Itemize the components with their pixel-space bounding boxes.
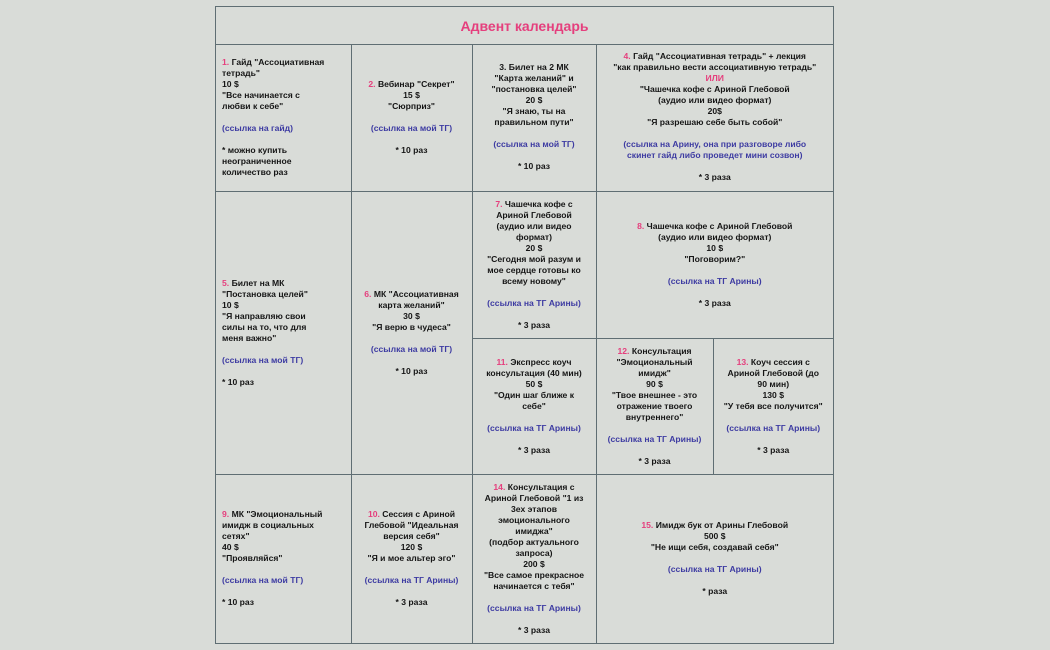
line-text: Консультация — [631, 345, 692, 356]
line-text: 50 $ — [525, 378, 543, 389]
spacer — [603, 553, 828, 564]
spacer — [479, 287, 590, 298]
line-text: Билет на МК — [231, 277, 285, 288]
availability-note: количество раз — [222, 166, 288, 177]
item-number: 13. — [736, 356, 749, 367]
item-text-line — [720, 390, 828, 401]
cell-7 — [472, 191, 596, 338]
line-text: 10 $ — [222, 78, 239, 89]
cell-4 — [596, 44, 833, 191]
item-text-line — [603, 106, 828, 117]
item-text-line — [479, 254, 590, 265]
line-text: 20 $ — [525, 242, 543, 253]
item-text-line — [479, 84, 590, 95]
line-text: 3ех этапов — [511, 503, 557, 514]
contact-link[interactable]: (ссылка на ТГ Арины) — [487, 422, 581, 433]
line-text: Экспресс коуч — [510, 356, 572, 367]
line-text: (подбор актуального — [489, 536, 579, 547]
contact-link[interactable]: (ссылка на мой ТГ) — [370, 343, 453, 354]
item-text-line — [222, 531, 345, 542]
item-text-line — [358, 322, 466, 333]
or-separator — [603, 73, 828, 84]
item-text-line — [603, 346, 707, 357]
item-text-line — [479, 276, 590, 287]
line-text: "Я разрешаю себе быть собой" — [647, 117, 783, 128]
item-text-line — [222, 57, 345, 68]
item-text-line — [479, 548, 590, 559]
contact-link[interactable]: (ссылка на мой ТГ) — [370, 122, 453, 133]
line-text: (аудио или видео — [496, 220, 572, 231]
item-text-line — [358, 311, 466, 322]
line-text: "как правильно вести ассоциативную тетрадь" — [613, 62, 817, 73]
line-text: Коуч сессия с — [750, 356, 810, 367]
spacer — [358, 564, 466, 575]
calendar-title: Адвент календарь — [216, 7, 833, 45]
cell-5 — [216, 191, 351, 474]
item-text-line — [479, 537, 590, 548]
item-text-line — [358, 79, 466, 90]
line-text: сетях" — [222, 531, 250, 542]
spacer — [603, 265, 828, 276]
item-text-line — [479, 232, 590, 243]
line-text: Ариной Глебовой "1 из — [484, 492, 584, 503]
line-text: версия себя" — [383, 531, 440, 542]
line-text: консультация (40 мин) — [486, 367, 582, 378]
line-text: 10 $ — [706, 242, 724, 253]
item-text-line — [479, 559, 590, 570]
item-text-line — [720, 401, 828, 412]
availability-note: * 10 раз — [395, 365, 428, 376]
line-text: всему новому" — [502, 275, 566, 286]
cell-15 — [596, 474, 833, 643]
item-text-line — [479, 221, 590, 232]
line-text: 3. Билет на 2 МК — [499, 62, 569, 73]
spacer — [603, 423, 707, 434]
line-text: внутреннего" — [625, 411, 684, 422]
item-text-line — [479, 493, 590, 504]
cell-11 — [472, 338, 596, 474]
cell-2 — [351, 44, 472, 191]
line-text: Вебинар "Секрет" — [377, 78, 455, 89]
line-text: начинается с тебя" — [493, 580, 575, 591]
line-text: себе" — [522, 400, 546, 411]
item-text-line — [479, 210, 590, 221]
item-text-line — [222, 300, 345, 311]
contact-link[interactable]: (ссылка на ТГ Арины) — [364, 575, 459, 586]
spacer — [358, 112, 466, 123]
item-text-line — [479, 504, 590, 515]
line-text: 120 $ — [400, 542, 423, 553]
line-text: Ариной Глебовой (до — [727, 367, 820, 378]
cell-9 — [216, 474, 351, 643]
line-text: (аудио или видео формат) — [658, 231, 772, 242]
item-number: 4. — [623, 51, 631, 62]
item-text-line — [603, 84, 828, 95]
item-number: 9. — [222, 509, 230, 520]
item-text-line — [222, 79, 345, 90]
item-text-line — [222, 542, 345, 553]
availability-note: * 10 раз — [395, 144, 428, 155]
spacer — [479, 614, 590, 625]
spacer — [479, 592, 590, 603]
item-text-line — [358, 289, 466, 300]
line-text: "постановка целей" — [491, 84, 577, 95]
item-number: 11. — [496, 356, 508, 367]
item-text-line — [358, 542, 466, 553]
line-text: Ариной Глебовой — [496, 209, 572, 220]
line-text: Гайд "Ассоциативная — [231, 56, 325, 67]
or-label: ИЛИ — [705, 73, 724, 84]
line-text: 200 $ — [523, 558, 545, 569]
item-number: 15. — [641, 520, 654, 531]
cell-3 — [472, 44, 596, 191]
item-text-line — [222, 333, 345, 344]
line-text: формат) — [516, 231, 552, 242]
spacer — [222, 564, 345, 575]
line-text: 15 $ — [403, 89, 420, 100]
contact-link[interactable]: (ссылка на мой ТГ) — [222, 354, 304, 365]
spacer — [603, 445, 707, 456]
item-text-line — [479, 482, 590, 493]
item-text-line — [603, 62, 828, 73]
item-text-line — [222, 509, 345, 520]
line-text: "У тебя все получится" — [723, 400, 823, 411]
item-text-line — [479, 526, 590, 537]
item-text-line — [603, 368, 707, 379]
line-text: мое сердце готовы ко — [487, 264, 581, 275]
line-text: Имидж бук от Арины Глебовой — [655, 520, 789, 531]
item-text-line — [603, 379, 707, 390]
line-text: 500 $ — [703, 531, 726, 542]
item-text-line — [479, 390, 590, 401]
cell-1 — [216, 44, 351, 191]
spacer — [358, 355, 466, 366]
link-line[interactable]: (ссылка на Арину, она при разговоре либо — [623, 139, 807, 150]
availability-note: * 3 раза — [518, 444, 550, 455]
availability-note: * 3 раза — [757, 444, 790, 455]
line-text: 20 $ — [525, 95, 543, 106]
line-text: карта желаний" — [378, 299, 445, 310]
availability-note: * 3 раза — [518, 624, 550, 635]
item-text-line — [222, 90, 345, 101]
availability-note: * 3 раза — [518, 319, 550, 330]
line-text: "Я верю в чудеса" — [372, 321, 451, 332]
spacer — [222, 112, 345, 123]
line-text: силы на то, что для — [222, 321, 307, 332]
spacer — [358, 586, 466, 597]
spacer — [358, 134, 466, 145]
item-text-line — [479, 62, 590, 73]
contact-link[interactable]: (ссылка на ТГ Арины) — [667, 564, 762, 575]
item-number: 7. — [495, 198, 503, 209]
item-text-line — [358, 300, 466, 311]
availability-note: * 10 раз — [222, 597, 255, 608]
line-text: Глебовой "Идеальная — [364, 520, 459, 531]
cell-12 — [596, 338, 713, 474]
contact-link[interactable]: (ссылка на ТГ Арины) — [667, 275, 762, 286]
item-text-line — [479, 117, 590, 128]
line-text: правильном пути" — [494, 117, 574, 128]
cell-13 — [713, 338, 833, 474]
contact-link[interactable]: (ссылка на мой ТГ) — [493, 139, 575, 150]
item-text-line — [479, 581, 590, 592]
advent-calendar-table — [215, 6, 834, 644]
line-text: "Чашечка кофе с Ариной Глебовой — [639, 84, 790, 95]
line-text: "Все самое прекрасное — [483, 569, 585, 580]
item-text-line — [720, 379, 828, 390]
availability-note: * можно купить — [222, 144, 288, 155]
spacer — [479, 434, 590, 445]
line-text: "Эмоциональный — [616, 356, 693, 367]
item-text-line — [603, 117, 828, 128]
line-text: "Один шаг ближе к — [493, 389, 575, 400]
spacer — [222, 134, 345, 145]
line-text: 10 $ — [222, 299, 239, 310]
availability-note: * 3 раза — [638, 455, 671, 466]
spacer — [358, 333, 466, 344]
line-text: 40 $ — [222, 542, 239, 553]
line-text: Гайд "Ассоциативная тетрадь" + лекция — [633, 51, 806, 62]
calendar-grid — [216, 44, 833, 643]
contact-link[interactable]: (ссылка на мой ТГ) — [222, 575, 304, 586]
item-text-line — [222, 553, 345, 564]
line-text: "Я и мое альтер эго" — [367, 553, 456, 564]
contact-link[interactable]: (ссылка на ТГ Арины) — [487, 297, 581, 308]
line-text: имидж" — [638, 367, 671, 378]
item-text-line — [603, 232, 828, 243]
cell-14 — [472, 474, 596, 643]
line-text: "Твое внешнее - это — [611, 389, 698, 400]
item-text-line — [479, 515, 590, 526]
item-text-line — [358, 520, 466, 531]
item-number: 1. — [222, 56, 230, 67]
spacer — [603, 128, 828, 139]
item-number: 14. — [493, 481, 506, 492]
item-text-line — [603, 531, 828, 542]
item-number: 5. — [222, 277, 230, 288]
item-text-line — [358, 101, 466, 112]
item-text-line — [603, 254, 828, 265]
item-number: 10. — [367, 509, 380, 520]
item-text-line — [358, 553, 466, 564]
item-text-line — [479, 73, 590, 84]
item-text-line — [479, 368, 590, 379]
contact-link[interactable]: (ссылка на ТГ Арины) — [726, 422, 821, 433]
item-text-line — [479, 570, 590, 581]
line-text: эмоционального — [498, 514, 570, 525]
item-text-line — [222, 289, 345, 300]
contact-link[interactable]: (ссылка на ТГ Арины) — [607, 433, 702, 444]
cell-8 — [596, 191, 833, 338]
item-text-line — [603, 357, 707, 368]
item-text-line — [603, 243, 828, 254]
line-text: имидж в социальных — [222, 520, 314, 531]
line-text: "Не ищи себя, создавай себя" — [650, 542, 779, 553]
item-text-line — [222, 322, 345, 333]
item-text-line — [479, 357, 590, 368]
spacer — [222, 586, 345, 597]
item-text-line — [603, 95, 828, 106]
line-text: "Сюрприз" — [388, 100, 435, 111]
item-text-line — [479, 199, 590, 210]
line-text: "Карта желаний" и — [494, 73, 574, 84]
availability-note: * 10 раз — [222, 376, 255, 387]
line-text: Чашечка кофе с — [504, 198, 573, 209]
item-number: 6. — [364, 288, 372, 299]
line-text: МК "Ассоциативная — [373, 288, 459, 299]
contact-link[interactable]: (ссылка на ТГ Арины) — [487, 602, 581, 613]
spacer — [479, 412, 590, 423]
line-text: "Поговорим?" — [684, 253, 746, 264]
item-text-line — [222, 311, 345, 322]
availability-note: неограниченное — [222, 155, 292, 166]
item-text-line — [479, 379, 590, 390]
line-text: "Я знаю, ты на — [502, 106, 566, 117]
availability-note: * 3 раза — [698, 172, 731, 183]
item-text-line — [479, 265, 590, 276]
spacer — [479, 150, 590, 161]
line-text: Сессия с Ариной — [382, 509, 456, 520]
spacer — [222, 366, 345, 377]
availability-note: * 3 раза — [698, 297, 731, 308]
line-text: имиджа" — [515, 525, 553, 536]
item-text-line — [720, 368, 828, 379]
item-text-line — [222, 278, 345, 289]
spacer — [603, 287, 828, 298]
item-text-line — [479, 95, 590, 106]
line-text: "Проявляйся" — [222, 553, 283, 564]
spacer — [479, 128, 590, 139]
item-text-line — [222, 68, 345, 79]
item-text-line — [603, 412, 707, 423]
item-number: 2. — [368, 78, 376, 89]
item-number: 8. — [637, 220, 645, 231]
line-text: "Постановка целей" — [222, 288, 308, 299]
item-text-line — [603, 51, 828, 62]
spacer — [720, 434, 828, 445]
item-text-line — [603, 401, 707, 412]
item-text-line — [222, 101, 345, 112]
link-line[interactable]: скинет гайд либо проведет мини созвон) — [626, 150, 803, 161]
line-text: 30 $ — [403, 310, 420, 321]
item-text-line — [603, 520, 828, 531]
item-text-line — [222, 520, 345, 531]
line-text: тетрадь" — [222, 67, 260, 78]
spacer — [479, 309, 590, 320]
line-text: МК "Эмоциональный — [231, 509, 323, 520]
line-text: 130 $ — [762, 389, 784, 400]
availability-note: * 3 раза — [395, 597, 428, 608]
line-text: 20$ — [707, 106, 722, 117]
line-text: запроса) — [515, 547, 553, 558]
cell-6 — [351, 191, 472, 474]
item-text-line — [479, 243, 590, 254]
line-text: любви к себе" — [222, 100, 284, 111]
line-text: Чашечка кофе с Ариной Глебовой — [646, 220, 793, 231]
item-text-line — [603, 221, 828, 232]
spacer — [603, 575, 828, 586]
availability-note: * раза — [702, 586, 728, 597]
item-text-line — [358, 531, 466, 542]
item-text-line — [603, 542, 828, 553]
item-text-line — [720, 357, 828, 368]
line-text: отражение твоего — [616, 400, 693, 411]
spacer — [222, 344, 345, 355]
cell-10 — [351, 474, 472, 643]
availability-note: * 10 раз — [517, 161, 551, 172]
line-text: меня важно" — [222, 332, 277, 343]
line-text: 90 мин) — [757, 378, 790, 389]
line-text: Консультация с — [507, 481, 575, 492]
line-text: (аудио или видео формат) — [658, 95, 772, 106]
item-text-line — [358, 509, 466, 520]
item-number: 12. — [617, 345, 630, 356]
line-text: "Сегодня мой разум и — [487, 253, 581, 264]
item-text-line — [358, 90, 466, 101]
line-text: "Я направляю свои — [222, 310, 306, 321]
spacer — [720, 412, 828, 423]
item-text-line — [479, 401, 590, 412]
item-text-line — [479, 106, 590, 117]
item-text-line — [603, 390, 707, 401]
spacer — [603, 161, 828, 172]
contact-link[interactable]: (ссылка на гайд) — [222, 122, 294, 133]
line-text: 90 $ — [646, 378, 663, 389]
line-text: "Все начинается с — [222, 89, 300, 100]
